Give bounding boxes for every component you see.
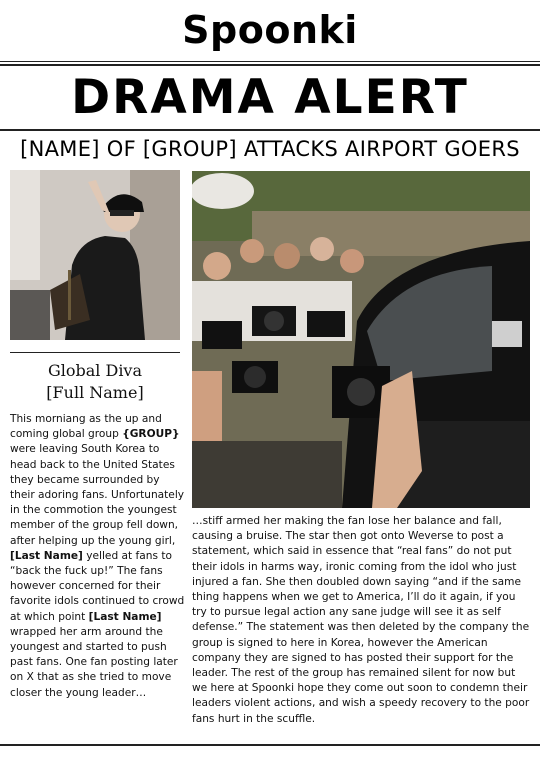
caption-top-rule [10, 352, 180, 353]
article-text: yelled at fans to “back the fuck up!” The fans however concerned for their favorite idols continued to crowd at which point [10, 549, 185, 623]
headline-bottom-rule [0, 129, 540, 131]
last-name-tag: [Last Name] [10, 549, 83, 562]
top-rule-thick [0, 64, 540, 66]
article-text: wrapped her arm around the youngest and started to push past fans. One fan posting later on X that as she tried to move closer the young leader… [10, 625, 178, 699]
article-column-right [192, 514, 532, 727]
article-text: …stiff armed her making the fan lose her balance and fall, causing a bruise. The star then got onto Weverse to post a statement, which said in essence that “real fans” do not put their idols in harms way, ironic coming from the idol who just injured a fan. She then doubled down saying “and if the same thing happens when we get to America, I’ll do it again, if you try to pursue legal action any sane judge will see it as self defense.” The statement was then deleted by the company the group is signed to here in Korea, however the American company they are signed to has posted their support for the leader. The rest of the group has remained silent for now but we here at Spoonki hope they come out soon to condemn their leaders violent actions, and wish a speedy recovery to the poor fans hurt in the scuffle. [192, 515, 530, 725]
article-text: were leaving South Korea to head back to the United States they became surrounded by their adoring fans. Unfortunately in the commotion the youngest member of the group fell down, after helping up the young girl, [10, 443, 185, 547]
masthead-title: Spoonki [182, 8, 358, 52]
article-column-left [10, 412, 185, 701]
portrait-photo-illustration [10, 170, 180, 340]
paparazzi-photo [192, 171, 530, 508]
top-rule-thin [0, 61, 540, 62]
group-tag: {GROUP} [122, 428, 180, 441]
subheadline: [NAME] OF [GROUP] ATTACKS AIRPORT GOERS [20, 137, 520, 161]
article-text: This morniang as the up and coming global group [10, 413, 162, 441]
caption-title: Global Diva [47, 361, 143, 380]
portrait-photo [10, 170, 180, 340]
photo-caption [10, 360, 180, 404]
caption-name: [Full Name] [46, 383, 144, 402]
headline: DRAMA ALERT [71, 70, 469, 125]
paparazzi-photo-illustration [192, 171, 530, 508]
bottom-rule [0, 744, 540, 746]
last-name-tag: [Last Name] [88, 610, 162, 623]
